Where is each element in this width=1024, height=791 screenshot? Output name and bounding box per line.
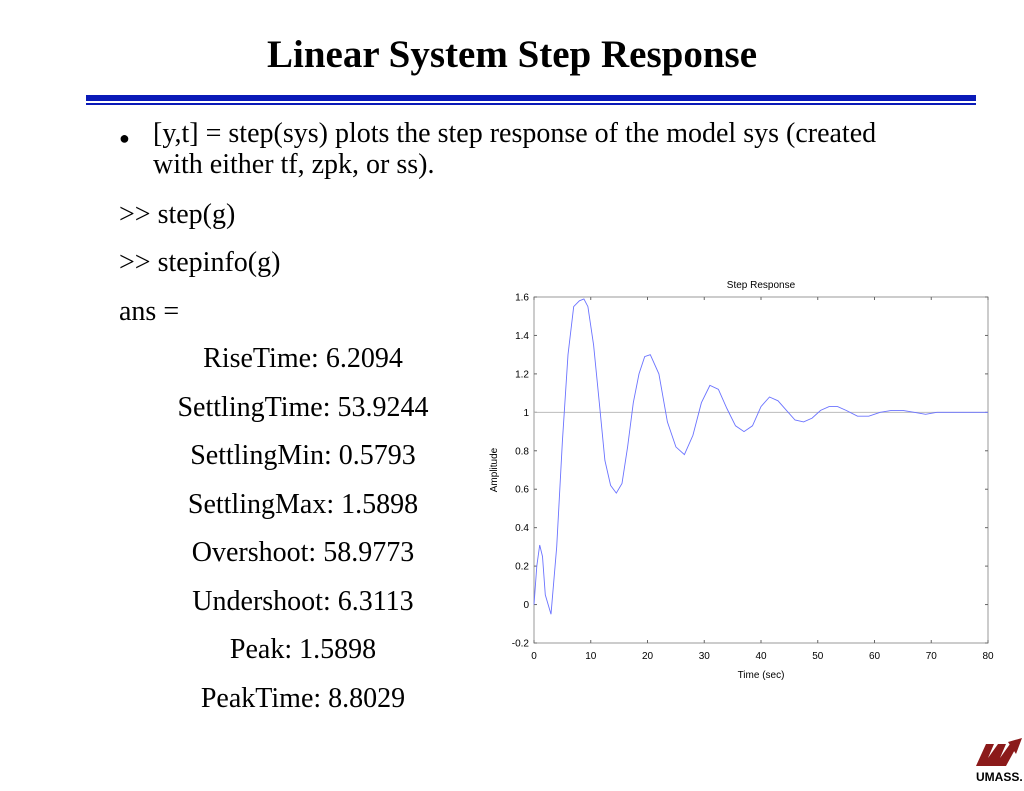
y-tick-label: 0.2 <box>515 561 529 573</box>
stepinfo-settlingtime: SettlingTime: 53.9244 <box>177 392 429 423</box>
x-tick-label: 70 <box>925 651 937 662</box>
y-axis-label: Amplitude <box>489 447 500 493</box>
command-step: >> step(g) <box>119 199 236 230</box>
bullet-dot: ● <box>119 128 130 148</box>
stepinfo-peaktime: PeakTime: 8.8029 <box>200 683 406 714</box>
y-tick-label: 1 <box>523 407 529 419</box>
x-tick-label: 20 <box>641 651 654 662</box>
stepinfo-overshoot: Overshoot: 58.9773 <box>191 537 415 568</box>
stepinfo-peak: Peak: 1.5898 <box>229 634 377 665</box>
x-tick-label: 40 <box>755 651 767 662</box>
y-tick-label: 0 <box>523 600 529 612</box>
x-tick-label: 50 <box>812 651 824 662</box>
logo-text: UMASS. <box>976 770 1023 784</box>
y-tick-label: 0.4 <box>515 523 529 535</box>
y-tick-label: -0.2 <box>511 638 529 650</box>
y-tick-label: 0.6 <box>515 484 529 496</box>
title-rule-thin <box>86 103 976 105</box>
x-tick-label: 60 <box>868 651 881 662</box>
stepinfo-settlingmax: SettlingMax: 1.5898 <box>187 489 419 520</box>
chart-title: Step Response <box>726 280 796 291</box>
ans-label: ans = <box>119 296 180 327</box>
y-tick-label: 0.8 <box>515 446 529 458</box>
y-tick-label: 1.2 <box>515 369 529 381</box>
stepinfo-risetime: RiseTime: 6.2094 <box>203 343 403 374</box>
x-tick-label: 10 <box>585 651 597 662</box>
x-axis-label: Time (sec) <box>737 670 785 681</box>
plot-area <box>534 297 988 643</box>
x-tick-label: 0 <box>531 651 537 662</box>
command-stepinfo: >> stepinfo(g) <box>119 247 281 278</box>
bullet-text: [y,t] = step(sys) plots the step response of the model sys (created with either tf, zpk, or ss). <box>153 118 877 180</box>
x-tick-label: 80 <box>982 651 994 662</box>
stepinfo-undershoot: Undershoot: 6.3113 <box>192 586 414 617</box>
slide-title: Linear System Step Response <box>266 33 758 76</box>
x-tick-label: 30 <box>698 651 710 662</box>
title-rule-thick <box>86 95 976 101</box>
y-tick-label: 1.6 <box>515 292 529 304</box>
y-tick-label: 1.4 <box>515 330 529 342</box>
step-response-chart <box>480 272 1000 692</box>
stepinfo-settlingmin: SettlingMin: 0.5793 <box>190 440 416 471</box>
